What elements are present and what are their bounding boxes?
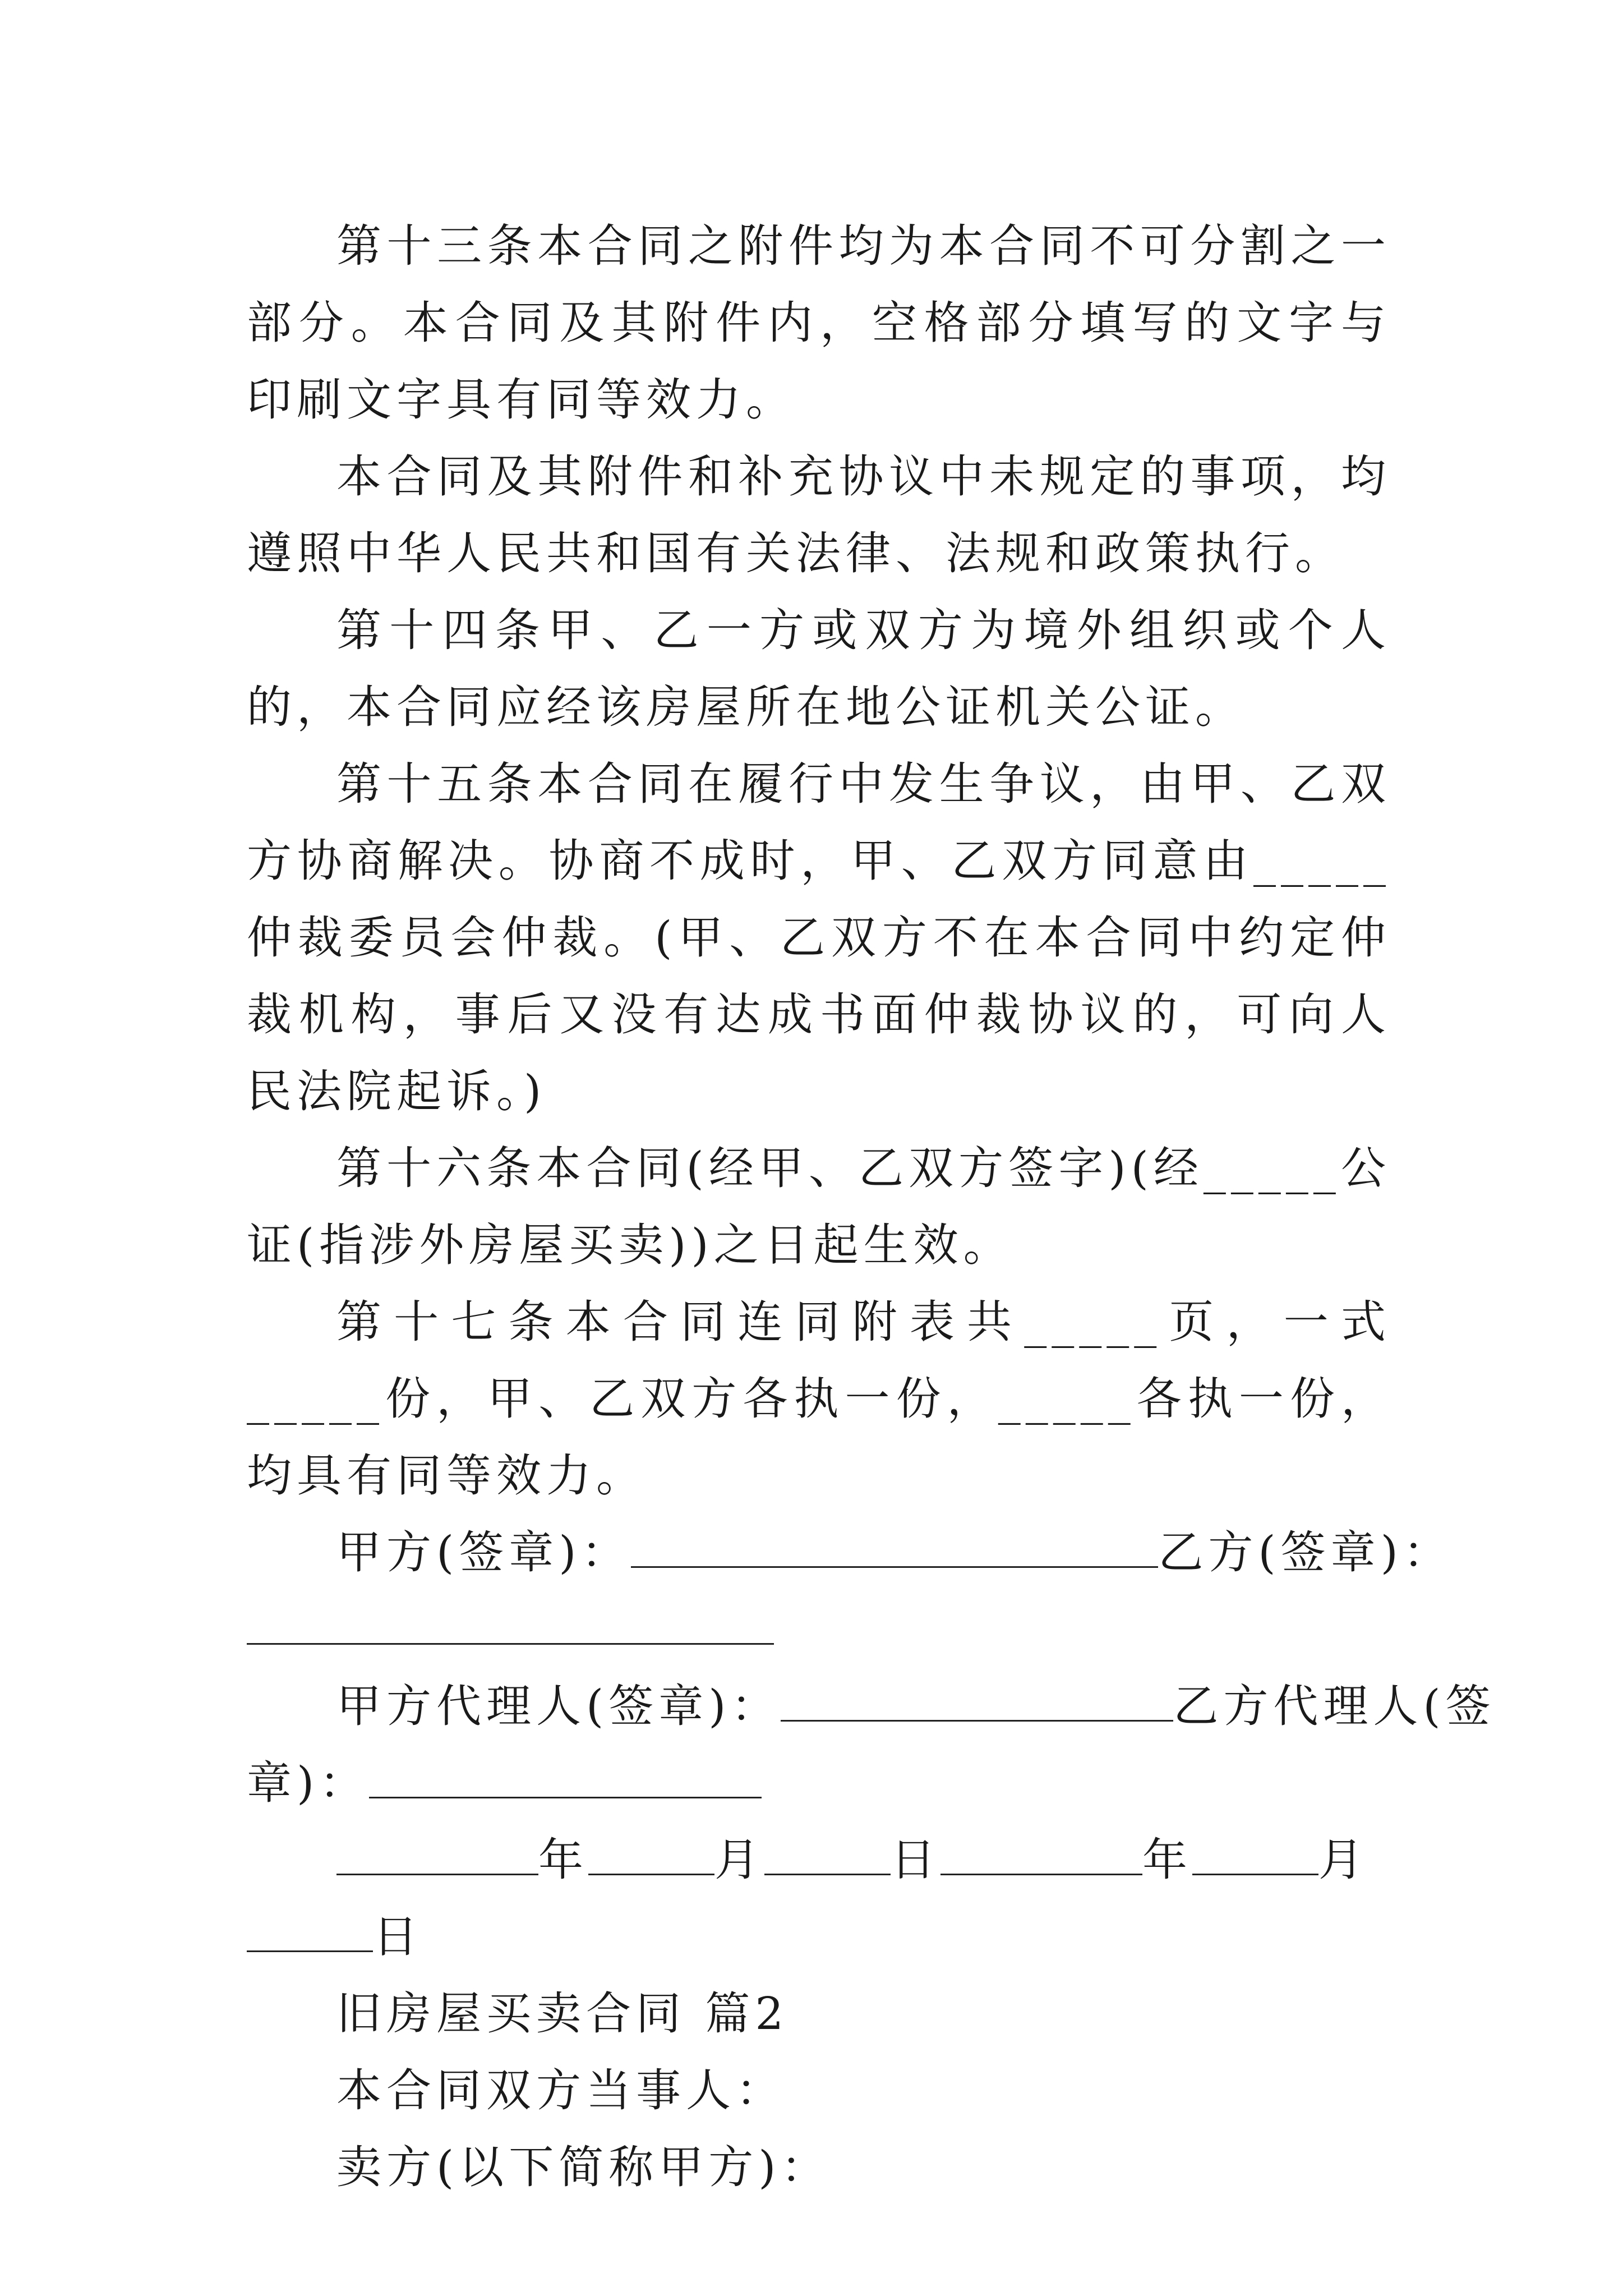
year-label-b: 年 (1142, 1834, 1192, 1886)
agent-a-sign-blank (781, 1681, 1173, 1722)
date-line (247, 1821, 1391, 1898)
party-b-sign-label: 乙方(签章)： (1158, 1526, 1453, 1579)
parties-intro: 本合同双方当事人： (336, 2064, 786, 2116)
date-line-cont (247, 1898, 1391, 1975)
year-label: 年 (538, 1834, 588, 1886)
party-b-sign-line (247, 1591, 1391, 1668)
clause-14: 第十四条甲、乙一方或双方为境外组织或个人的，本合同应经该房屋所在地公证机关公证。 (247, 604, 1391, 733)
party-b-year-blank (940, 1834, 1142, 1875)
month-label-b: 月 (1318, 1834, 1368, 1886)
clause-13: 第十三条本合同之附件均为本合同不可分割之一部分。本合同及其附件内，空格部分填写的文字与印刷文字具有同等效力。 (247, 220, 1391, 426)
party-b-sign-blank (247, 1604, 774, 1645)
agent-b-sign-label: 乙方代理人(签 (1173, 1680, 1496, 1732)
document-page (247, 208, 1496, 2206)
clause-16: 第十六条本合同(经甲、乙双方签字)(经_____公证(指涉外房屋买卖))之日起生效。 (247, 1142, 1391, 1271)
signature-block (247, 1514, 1496, 1975)
section-heading: 旧房屋买卖合同 篇2 (336, 1987, 789, 2040)
party-a-year-blank (336, 1834, 538, 1875)
agent-a-sign-label: 甲方代理人(签章)： (336, 1680, 781, 1732)
agent-b-sign-line (247, 1745, 1391, 1821)
party-a-month-blank (588, 1834, 714, 1875)
party-b-month-blank (1192, 1834, 1318, 1875)
party-b-day-blank (247, 1911, 373, 1952)
agent-signature-line (247, 1668, 1496, 1745)
party-signature-line (247, 1514, 1453, 1591)
agent-b-sign-blank (369, 1757, 762, 1798)
seller-label: 卖方(以下简称甲方)： (336, 2141, 831, 2193)
clause-15: 第十五条本合同在履行中发生争议，由甲、乙双方协商解决。协商不成时，甲、乙双方同意由_____仲裁委员会仲裁。(甲、乙双方不在本合同中约定仲裁机构，事后又没有达成书面仲裁协议的，可向人民法院起诉。) (247, 758, 1391, 1117)
agent-b-sign-label-cont: 章)： (247, 1757, 370, 1809)
month-label: 月 (714, 1834, 764, 1886)
party-a-day-blank (764, 1834, 891, 1875)
day-label-b: 日 (373, 1911, 423, 1963)
clause-13-supplement: 本合同及其附件和补充协议中未规定的事项，均遵照中华人民共和国有关法律、法规和政策执行。 (247, 450, 1391, 579)
party-a-sign-label: 甲方(签章)： (336, 1526, 631, 1579)
day-label: 日 (891, 1834, 940, 1886)
clause-17: 第十七条本合同连同附表共_____页，一式_____份，甲、乙双方各执一份，_____各执一份，均具有同等效力。 (247, 1296, 1391, 1502)
party-a-sign-blank (631, 1527, 1158, 1568)
